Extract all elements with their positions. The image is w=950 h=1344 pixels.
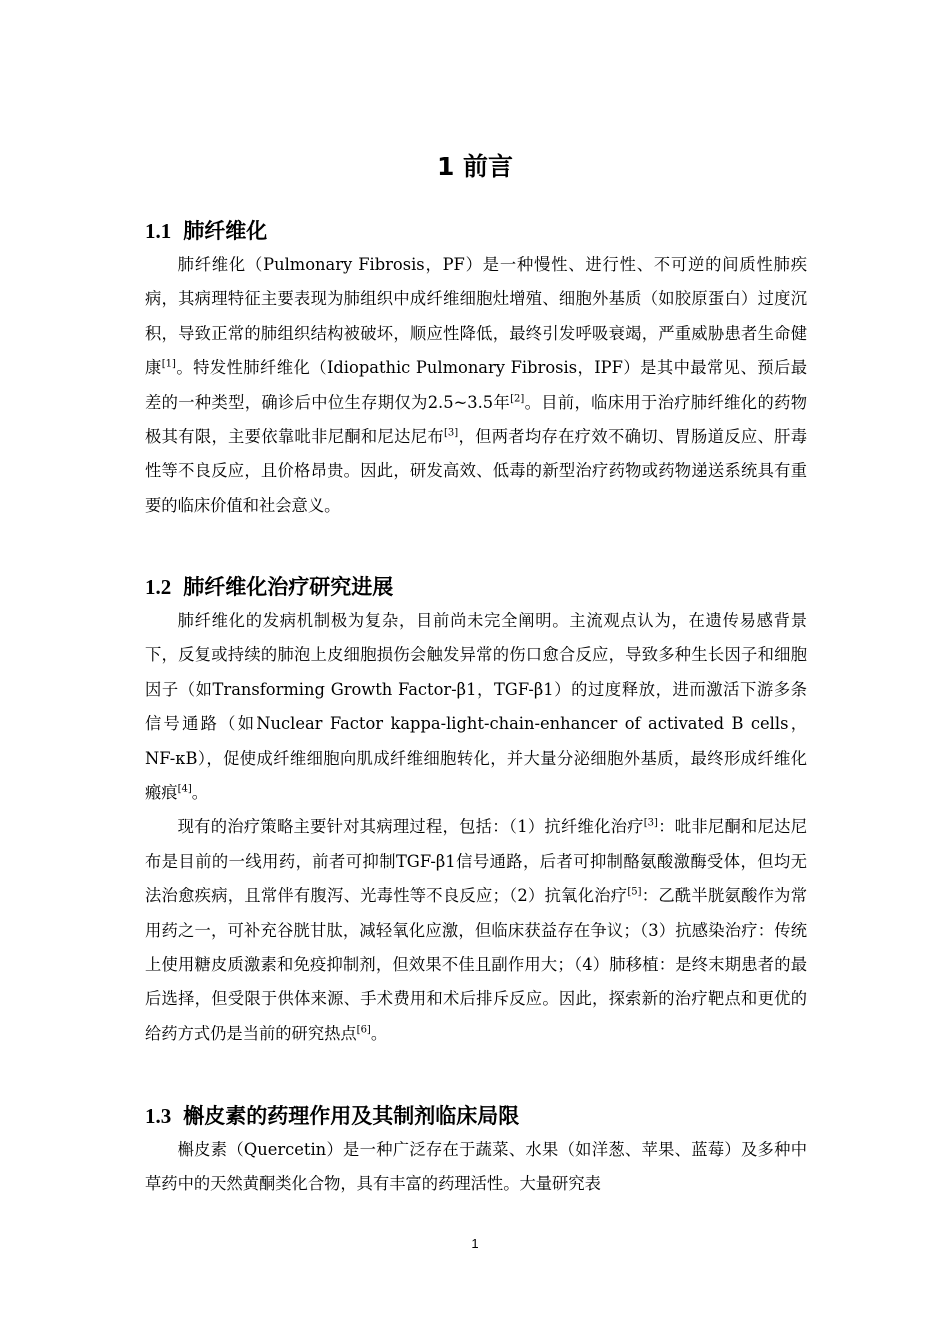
citation-ref: [5] [627,886,642,898]
section-heading [145,214,807,248]
paragraph [145,248,807,523]
paragraph-text: 现有的治疗策略主要针对其病理过程，包括：（1）抗纤维化治疗 [177,817,644,837]
citation-ref: [3] [643,818,658,830]
chapter-title: 1 前言 [436,152,514,181]
section-title: 槲皮素的药理作用及其制剂临床局限 [183,1104,520,1128]
section-1-1 [145,214,807,523]
page-number: 1 [471,1236,479,1251]
citation-ref: [1] [161,358,176,370]
paragraph-text: 。 [370,1023,388,1043]
section-1-3 [145,1099,807,1202]
paragraph-text: 。目前，临床用于治疗肺纤维化的药物极其有限，主要依靠吡非尼酮和尼达尼布 [145,392,807,447]
paragraph-text: ：乙酰半胱氨酸作为常用药之一，可补充谷胱甘肽，减轻氧化应激，但临床获益存在争议；（3）抗感染治疗：传统上使用糖皮质激素和免疫抑制剂，但效果不佳且副作用大；（4）肺移植：是终末期患者的最后选择，但受限于供体来源、手术费用和术后排斥反应。因此，探索新的治疗靶点和更优的给药方式仍是当前的研究热点 [145,886,807,1043]
paragraph [145,810,807,1051]
citation-ref: [6] [356,1024,371,1036]
paragraph-text: 肺纤维化（Pulmonary Fibrosis，PF）是一种慢性、进行性、不可逆的间质性肺疾病，其病理特征主要表现为肺组织中成纤维细胞灶增殖、细胞外基质（如胶原蛋白）过度沉积，导致正常的肺组织结构被破坏，顺应性降低，最终引发呼吸衰竭，严重威胁患者生命健康 [145,255,807,378]
section-number: 1.2 [145,575,172,599]
section-title: 肺纤维化治疗研究进展 [183,575,394,599]
section-1-2 [145,570,807,1051]
section-title: 肺纤维化 [183,219,268,243]
paragraph-text: 。 [191,783,209,803]
paragraph [145,604,807,810]
paragraph-text: ，但两者均存在疗效不确切、胃肠道反应、肝毒性等不良反应，且价格昂贵。因此，研发高效、低毒的新型治疗药物或药物递送系统具有重要的临床价值和社会意义。 [145,427,807,515]
section-heading [145,1099,807,1133]
paragraph-text: 。特发性肺纤维化（Idiopathic Pulmonary Fibrosis，IPF）是其中最常见、预后最差的一种类型，确诊后中位生存期仅为2.5~3.5年 [145,358,807,412]
citation-ref: [3] [444,427,459,439]
section-number: 1.1 [145,219,172,243]
paragraph [145,1133,807,1202]
citation-ref: [2] [510,393,525,405]
citation-ref: [4] [177,783,192,795]
section-heading [145,570,807,604]
paragraph-text: 肺纤维化的发病机制极为复杂，目前尚未完全阐明。主流观点认为，在遗传易感背景下，反复或持续的肺泡上皮细胞损伤会触发异常的伤口愈合反应，导致多种生长因子和细胞因子（如Transforming Growth Factor-β1，TGF-β1）的过度释放，进而激活下游多条信号通路（如Nuclear Factor kappa-light-chain-enhancer of activated B cells，NF-κB），促使成纤维细胞向肌成纤维细胞转化，并大量分泌细胞外基质，最终形成纤维化瘢痕 [145,611,807,803]
section-number: 1.3 [145,1104,172,1128]
paragraph-text: 槲皮素（Quercetin）是一种广泛存在于蔬菜、水果（如洋葱、苹果、蓝莓）及多种中草药中的天然黄酮类化合物，具有丰富的药理活性。大量研究表 [145,1140,807,1194]
paragraph-text: ：吡非尼酮和尼达尼布是目前的一线用药，前者可抑制TGF-β1信号通路，后者可抑制酪氨酸激酶受体，但均无法治愈疾病，且常伴有腹泻、光毒性等不良反应；（2）抗氧化治疗 [145,817,807,906]
